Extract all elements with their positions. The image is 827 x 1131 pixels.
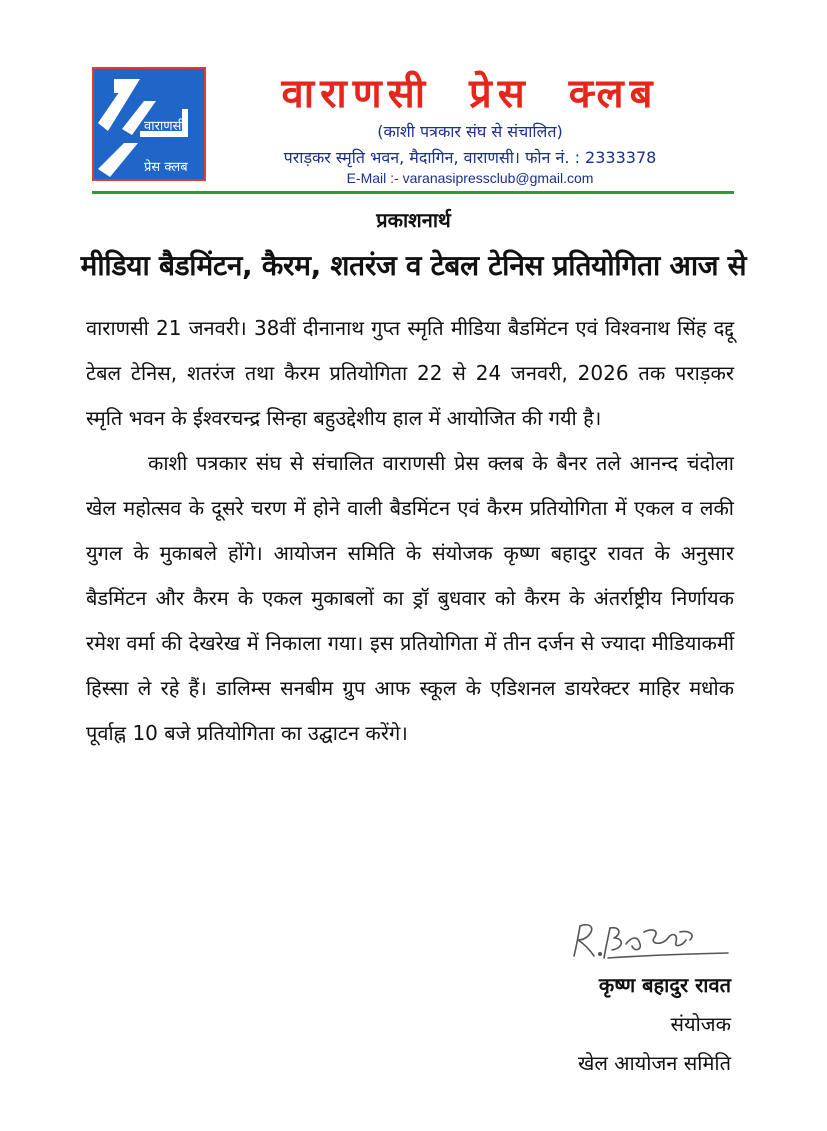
club-email: E-Mail :- varanasipressclub@gmail.com [346,170,594,186]
press-release-headline: मीडिया बैडमिंटन, कैरम, शतरंज व टेबल टेनिस प्रतियोगिता आज से [80,249,747,282]
logo-club-text: प्रेस क्लब [144,160,188,175]
body-paragraph-2: काशी पत्रकार संघ से संचालित वाराणसी प्रेस क्लब के बैनर तले आनन्द चंदोला खेल महोत्सव के दूसरे चरण में होने वाली बैडमिंटन एवं कैरम प्रतियोगिता में एकल व लकी युगल के मुकाबले होंगे। आयोजन समिति के संयोजक कृष्ण बहादुर रावत के अनुसार बैडमिंटन और कैरम के एकल मुकाबलों का ड्रॉ बुधवार को कैरम के अंतर्राष्ट्रीय निर्णायक रमेश वर्मा की देखरेख में निकाला गया। इस प्रतियोगिता में तीन दर्जन से ज्यादा मीडियाकर्मी हिस्सा ले रहे हैं। डालिम्स सनबीम ग्रुप आफ स्कूल के एडिशनल डायरेक्टर माहिर मधोक पूर्वाह्न 10 बजे प्रतियोगिता का उद्घाटन करेंगे। [86,451,734,745]
club-subtitle: (काशी पत्रकार संघ से संचालित) [377,122,563,141]
letterhead-divider [92,191,734,194]
body-paragraph-1: वाराणसी 21 जनवरी। 38वीं दीनानाथ गुप्त स्मृति मीडिया बैडमिंटन एवं विश्वनाथ सिंह दद्दू टेबल टेनिस, शतरंज तथा कैरम प्रतियोगिता 22 से 24 जनवरी, 2026 तक पराड़कर स्मृति भवन के ईश्वरचन्द्र सिन्हा बहुउद्देशीय हाल में आयोजित की गयी है। [86,316,734,430]
signer-committee: खेल आयोजन समिति [577,1051,731,1075]
signer-designation: संयोजक [670,1012,731,1036]
letterhead [0,0,827,200]
for-publication-label: प्रकाशनार्थ [376,208,451,232]
press-release-body [86,306,734,756]
press-club-logo [92,67,206,181]
club-address: पराड़कर स्मृति भवन, मैदागिन, वाराणसी। फोन नं. : 2333378 [283,148,657,167]
signer-name: कृष्ण बहादुर रावत [598,973,731,997]
logo-city-text: वाराणसी [144,119,185,134]
club-name: वाराणसी प्रेस क्लब [281,71,659,117]
handwritten-signature [568,916,738,970]
signer-block [578,966,731,1083]
